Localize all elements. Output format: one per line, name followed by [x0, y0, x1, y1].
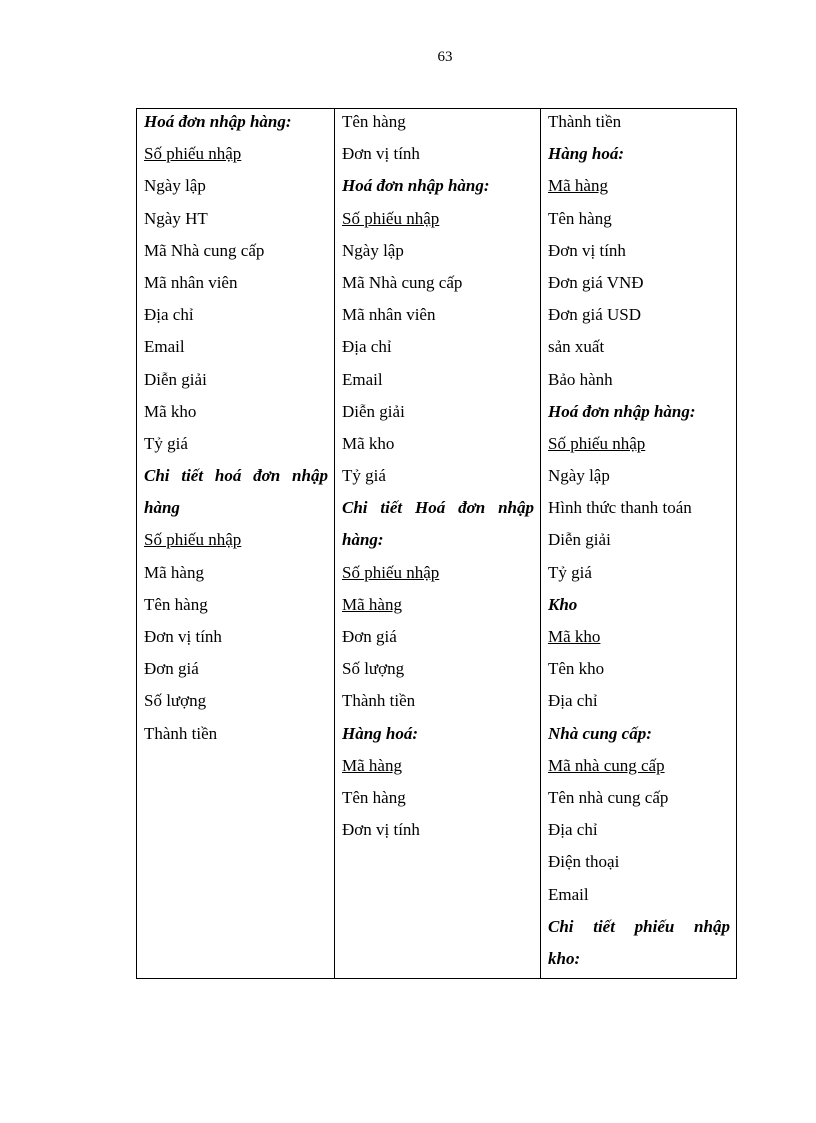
table-cell-line: Email [144, 337, 185, 357]
table-cell-line: Hoá đơn nhập hàng: [342, 176, 490, 196]
table-cell-line: Địa chỉ [548, 691, 598, 711]
table-cell-line: Điện thoại [548, 852, 620, 872]
table-column-2 [335, 109, 541, 978]
table-cell-line: Tên nhà cung cấp [548, 787, 669, 807]
table-cell-line: Địa chỉ [548, 820, 598, 840]
table-cell-line: Đơn giá [144, 659, 199, 679]
table-cell-line: Hoá đơn nhập hàng: [144, 112, 292, 131]
table-cell-line: Ngày lập [342, 240, 404, 260]
table-cell-line: Hoá đơn nhập hàng: [548, 401, 696, 421]
table-cell-line: hàng: [342, 530, 384, 550]
table-cell-line: Mã Nhà cung cấp [144, 240, 265, 260]
table-cell-line: Nhà cung cấp: [548, 723, 652, 743]
table-cell-line: Mã Nhà cung cấp [342, 272, 463, 292]
table-cell-line: Số lượng [342, 659, 405, 679]
table-cell-line: Mã nhà cung cấp [548, 755, 665, 775]
table-cell-line: Hình thức thanh toán [548, 498, 692, 518]
table-cell-line: Mã hàng [342, 594, 402, 614]
table-cell-line: Chi tiết phiếu nhập [548, 916, 730, 936]
table-cell-line: Đơn giá USD [548, 305, 642, 325]
table-cell-line: Tỷ giá [342, 466, 386, 486]
table-cell-line: Mã kho [144, 401, 197, 421]
table-cell-line: Mã nhân viên [342, 305, 436, 325]
table-cell-line: Số phiếu nhập [548, 433, 646, 453]
table-cell-line: Đơn vị tính [342, 144, 420, 164]
table-cell-line: Kho [548, 594, 578, 614]
table-cell-line: Số phiếu nhập [144, 144, 242, 164]
table-cell-line: Ngày lập [548, 466, 610, 486]
table-cell-line: Mã hàng [144, 562, 204, 582]
table-cell-line: Diễn giải [548, 530, 611, 550]
table-cell-line: Hàng hoá: [548, 144, 625, 164]
table-column-3 [541, 109, 736, 978]
table-cell-line: Đơn vị tính [144, 627, 222, 646]
table-cell-line: Chi tiết Hoá đơn nhập [342, 498, 534, 518]
table-cell-line: Ngày lập [144, 176, 206, 196]
table-cell-line: hàng [144, 498, 180, 518]
table-cell-line: Chi tiết hoá đơn nhập [144, 466, 328, 486]
table-cell-line: Mã hàng [548, 176, 608, 196]
table-cell-line: Tên hàng [548, 208, 612, 228]
table-cell-line: Số lượng [144, 691, 207, 711]
table-cell-line: Đơn vị tính [548, 240, 626, 260]
table-cell-line: Bảo hành [548, 369, 613, 389]
table-cell-line: Tên hàng [144, 594, 208, 614]
table-cell-line: Thành tiền [342, 691, 416, 711]
table-cell-line: Diễn giải [144, 369, 207, 389]
table-cell-line: Mã kho [342, 433, 395, 453]
table-cell-line: Tên kho [548, 659, 605, 679]
table-cell-line: Số phiếu nhập [144, 530, 242, 550]
table-cell-line: Đơn giá VNĐ [548, 272, 644, 292]
table-cell-line: kho: [548, 948, 581, 968]
table-cell-line: Mã hàng [342, 755, 402, 775]
table-cell-line: Đơn vị tính [342, 820, 420, 840]
table-cell-line: Mã kho [548, 627, 601, 646]
table-cell-line: Email [342, 369, 383, 389]
table-cell-line: sản xuất [548, 337, 605, 357]
table-cell-line: Số phiếu nhập [342, 208, 440, 228]
table-cell-line: Ngày HT [144, 208, 208, 228]
attribute-table [136, 108, 737, 979]
table-cell-line: Đơn giá [342, 627, 397, 646]
table-cell-line: Diễn giải [342, 401, 405, 421]
table-cell-line: Email [548, 884, 589, 904]
table-cell-line: Địa chỉ [144, 305, 194, 325]
table-cell-line: Tên hàng [342, 787, 406, 807]
table-cell-line: Thành tiền [548, 112, 622, 131]
table-cell-line: Tên hàng [342, 112, 406, 131]
table-column-1 [137, 109, 335, 978]
table-cell-line: Mã nhân viên [144, 272, 238, 292]
table-cell-line: Địa chỉ [342, 337, 392, 357]
table-cell-line: Tỷ giá [548, 562, 592, 582]
table-cell-line: Số phiếu nhập [342, 562, 440, 582]
page-number: 63 [437, 49, 453, 65]
table-cell-line: Hàng hoá: [342, 723, 419, 743]
table-cell-line: Thành tiền [144, 723, 218, 743]
table-cell-line: Tỷ giá [144, 433, 188, 453]
